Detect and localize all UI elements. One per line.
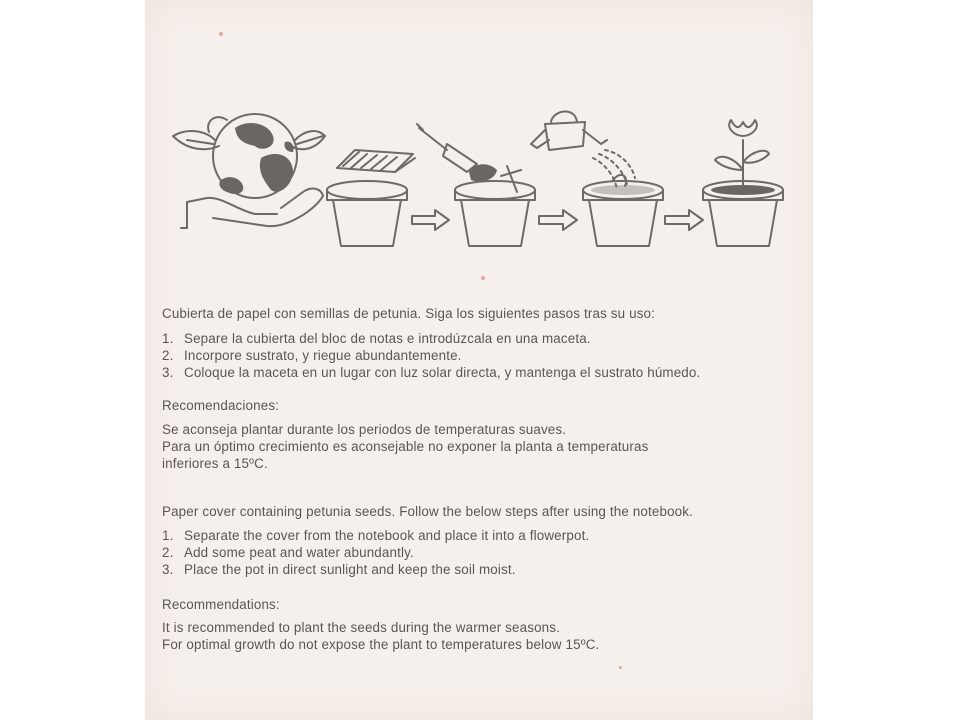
list-item: 3. Coloque la maceta en un lugar con luz solar directa, y mantenga el sustrato húmedo. (162, 365, 701, 380)
list-item: 3. Place the pot in direct sunlight and keep the soil moist. (162, 562, 516, 577)
planting-steps-illustration (165, 100, 805, 260)
english-recommendations (162, 619, 599, 653)
list-item: 1. Separate the cover from the notebook and place it into a flowerpot. (162, 528, 590, 543)
flowerpot-icon (327, 181, 407, 246)
arrow-right-icon (539, 210, 577, 230)
seed-paper-icon (337, 150, 415, 172)
text-line: inferiores a 15ºC. (162, 456, 268, 471)
text-line: For optimal growth do not expose the plant to temperatures below 15ºC. (162, 637, 600, 652)
english-recommendations-heading: Recommendations: (162, 597, 280, 612)
paper-speck (481, 276, 485, 280)
spanish-recommendations-heading: Recomendaciones: (162, 398, 280, 413)
paper-speck (219, 32, 223, 36)
text-line: Para un óptimo crecimiento es aconsejable no exponer la planta a temperaturas (162, 439, 649, 454)
spanish-recommendations (162, 421, 648, 472)
paper-speck (619, 666, 622, 669)
list-item: 1. Separe la cubierta del bloc de notas e introdúzcala en una maceta. (162, 331, 591, 346)
list-item: 2. Add some peat and water abundantly. (162, 545, 414, 560)
sprout-flower-icon (715, 120, 769, 186)
arrow-right-icon (665, 210, 703, 230)
list-item: 2. Incorpore sustrato, y riegue abundantemente. (162, 348, 462, 363)
english-intro: Paper cover containing petunia seeds. Follow the below steps after using the notebook. (162, 504, 693, 519)
flowerpot-icon (455, 181, 535, 246)
english-steps (162, 527, 589, 578)
text-line: Se aconseja plantar durante los periodos de temperaturas suaves. (162, 422, 567, 437)
watering-can-icon (531, 111, 635, 190)
arrow-right-icon (412, 210, 449, 230)
spanish-intro: Cubierta de papel con semillas de petunia. Siga los siguientes pasos tras su uso: (162, 306, 656, 321)
spanish-steps (162, 330, 700, 381)
text-line: It is recommended to plant the seeds during the warmer seasons. (162, 620, 560, 635)
